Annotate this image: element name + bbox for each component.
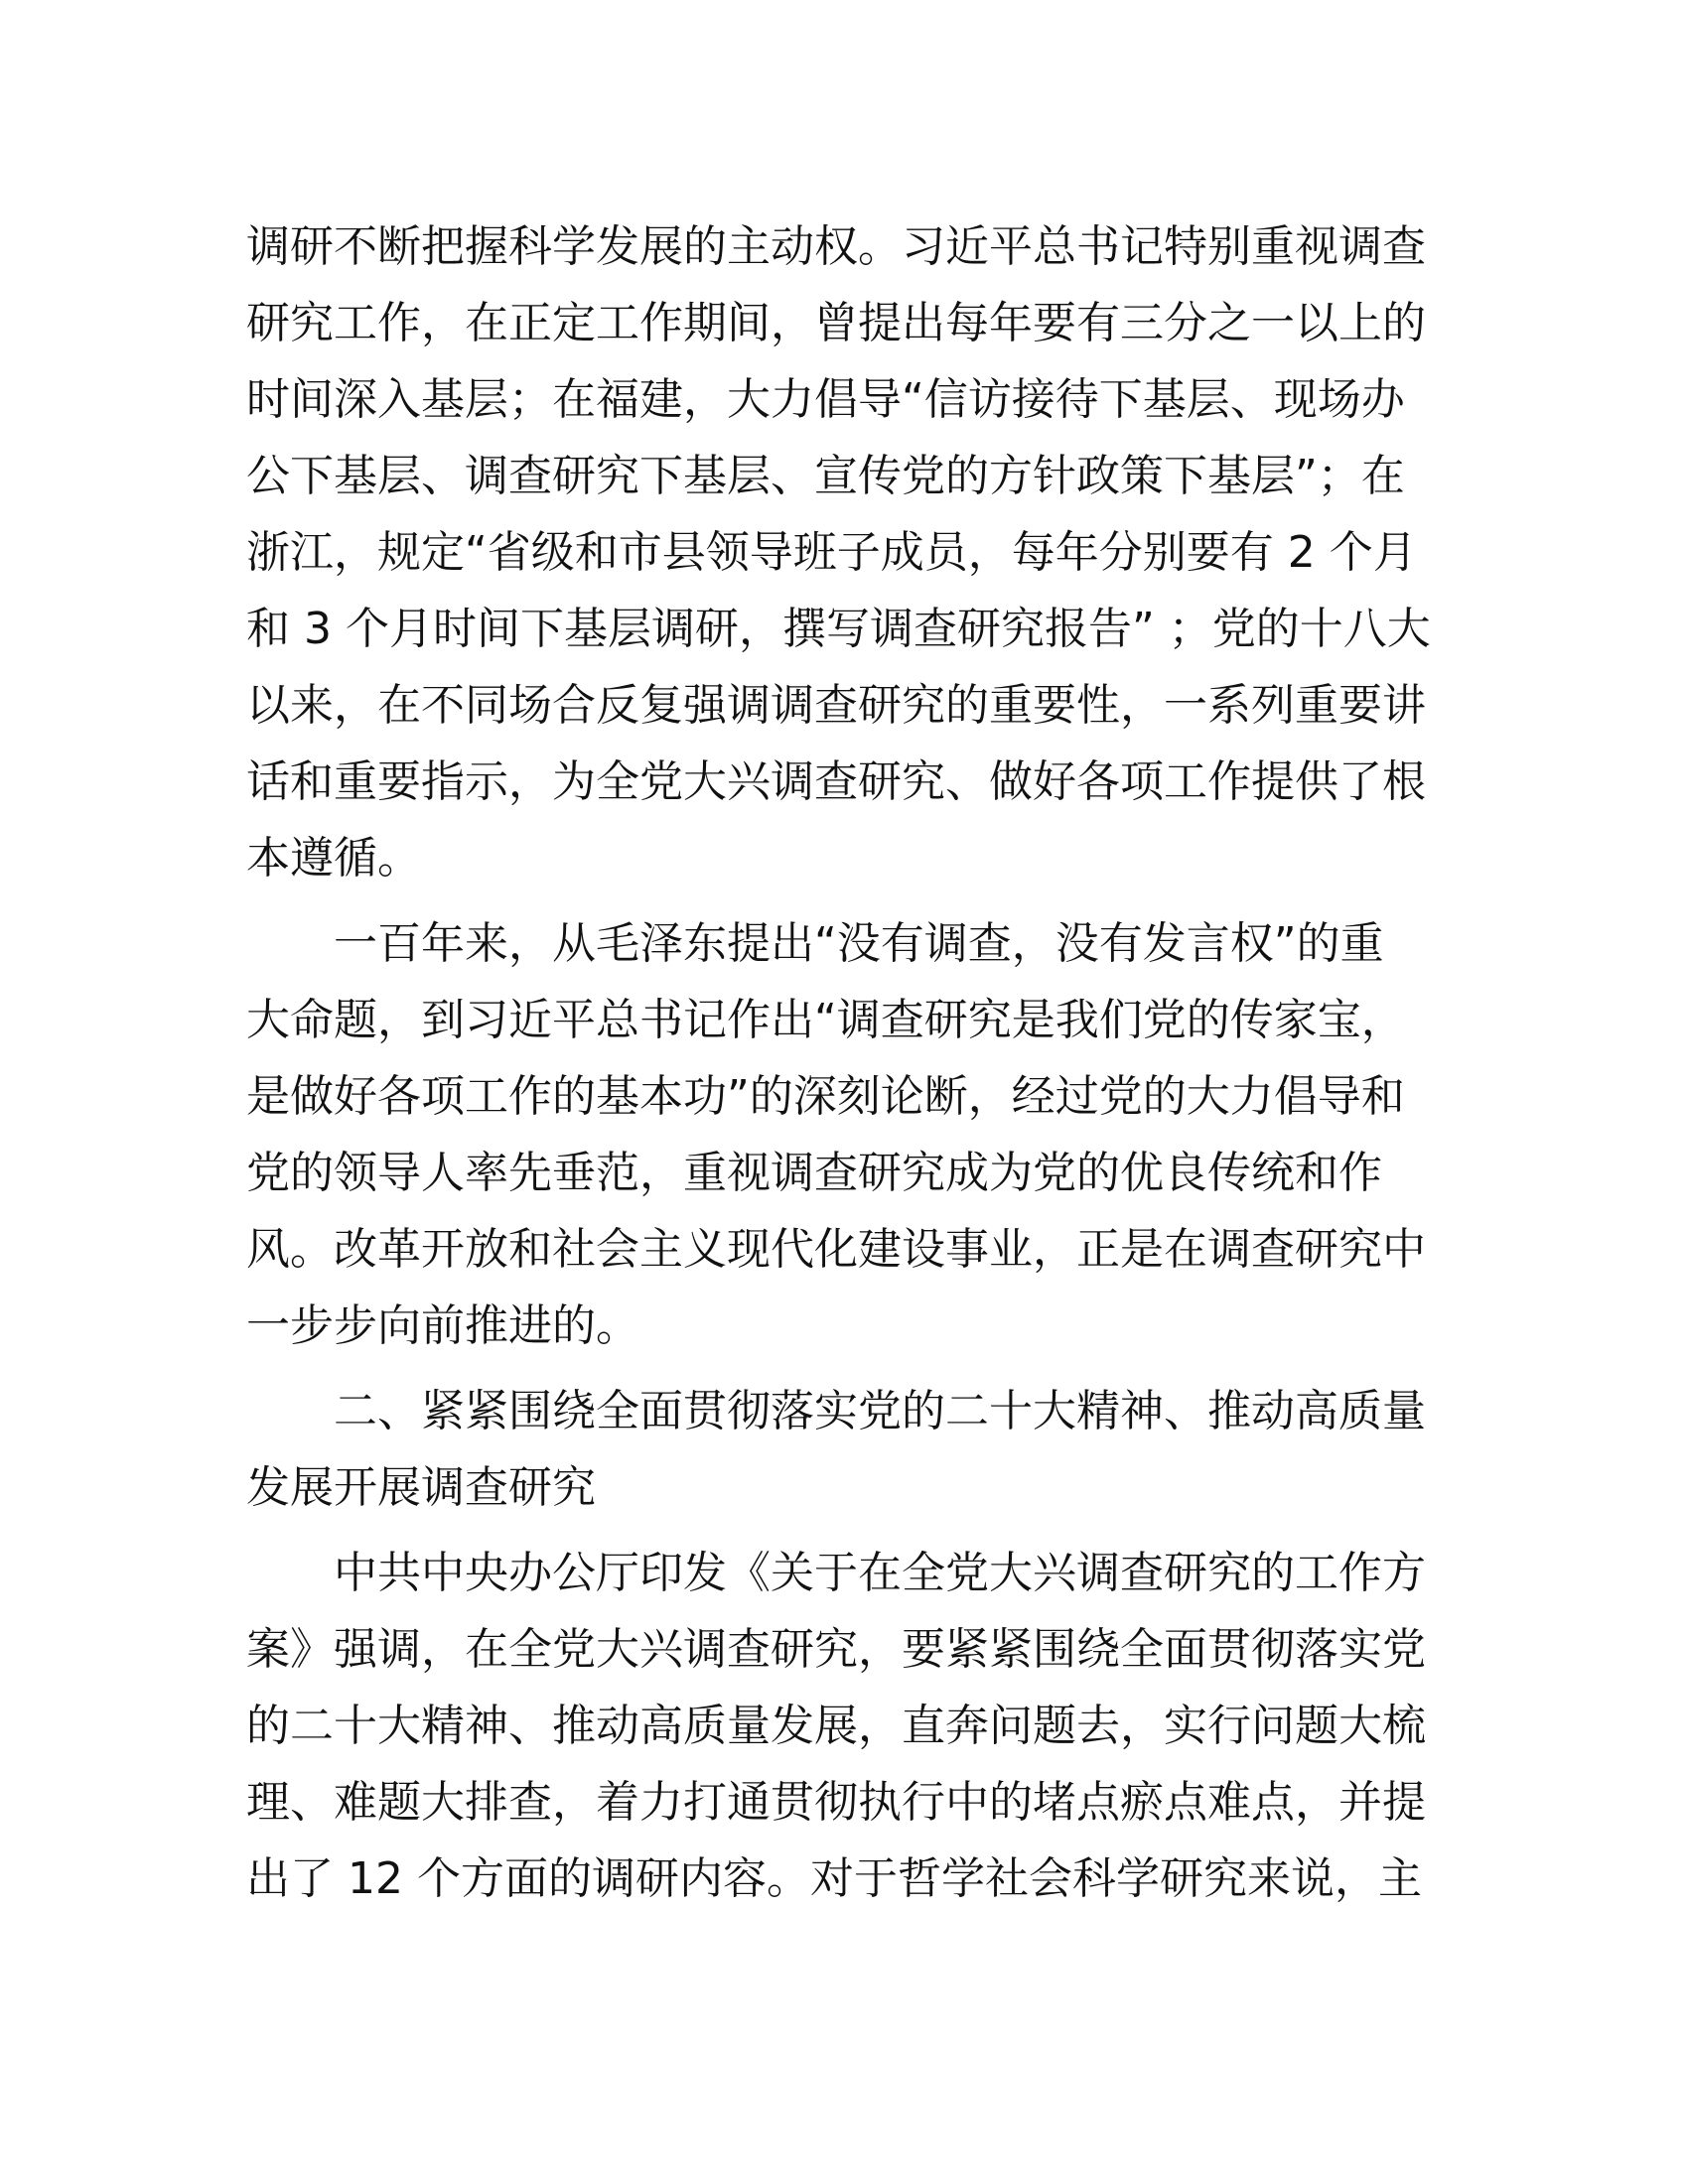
paragraph-gap bbox=[246, 1526, 1434, 1535]
paragraph-2 bbox=[246, 905, 1434, 1364]
paragraph-3 bbox=[246, 1535, 1434, 1917]
text-line: 浙江，规定“省级和市县领导班子成员，每年分别要有 2 个月 bbox=[246, 527, 1417, 578]
text-line: 话和重要指示，为全党大兴调查研究、做好各项工作提供了根 bbox=[246, 756, 1426, 807]
paragraph-gap bbox=[246, 896, 1434, 905]
paragraph-1 bbox=[246, 208, 1434, 896]
text-line: 风。改革开放和社会主义现代化建设事业，正是在调查研究中 bbox=[246, 1224, 1426, 1275]
text-line: 研究工作，在正定工作期间，曾提出每年要有三分之一以上的 bbox=[246, 298, 1426, 348]
text-line: 的二十大精神、推动高质量发展，直奔问题去，实行问题大梳 bbox=[246, 1701, 1426, 1751]
text-line: 出了 12 个方面的调研内容。对于哲学社会科学研究来说，主 bbox=[246, 1853, 1422, 1904]
text-line: 和 3 个月时间下基层调研，撰写调查研究报告” ；党的十八大 bbox=[246, 604, 1431, 654]
text-line: 时间深入基层；在福建，大力倡导“信访接待下基层、现场办 bbox=[246, 374, 1405, 425]
text-line: 是做好各项工作的基本功”的深刻论断，经过党的大力倡导和 bbox=[246, 1071, 1405, 1122]
text-line: 公下基层、调查研究下基层、宣传党的方针政策下基层”；在 bbox=[246, 451, 1405, 501]
text-line: 大命题，到习近平总书记作出“调查研究是我们党的传家宝， bbox=[246, 995, 1405, 1045]
document-body bbox=[246, 208, 1434, 1917]
text-line: 本遵循。 bbox=[246, 833, 421, 884]
section-heading bbox=[246, 1373, 1434, 1526]
text-line: 二、紧紧围绕全面贯彻落实党的二十大精神、推动高质量 bbox=[246, 1386, 1426, 1436]
text-line: 发展开展调查研究 bbox=[246, 1462, 596, 1513]
text-line: 以来，在不同场合反复强调调查研究的重要性，一系列重要讲 bbox=[246, 680, 1426, 731]
text-line: 中共中央办公厅印发《关于在全党大兴调查研究的工作方 bbox=[246, 1548, 1426, 1598]
text-line: 调研不断把握科学发展的主动权。习近平总书记特别重视调查 bbox=[246, 221, 1426, 272]
text-line: 案》强调，在全党大兴调查研究，要紧紧围绕全面贯彻落实党 bbox=[246, 1624, 1426, 1675]
text-line: 一百年来，从毛泽东提出“没有调查，没有发言权”的重 bbox=[246, 918, 1384, 969]
text-line: 理、难题大排查，着力打通贯彻执行中的堵点瘀点难点，并提 bbox=[246, 1777, 1426, 1828]
paragraph-gap bbox=[246, 1364, 1434, 1373]
text-line: 党的领导人率先垂范，重视调查研究成为党的优良传统和作 bbox=[246, 1148, 1382, 1198]
text-line: 一步步向前推进的。 bbox=[246, 1300, 639, 1351]
